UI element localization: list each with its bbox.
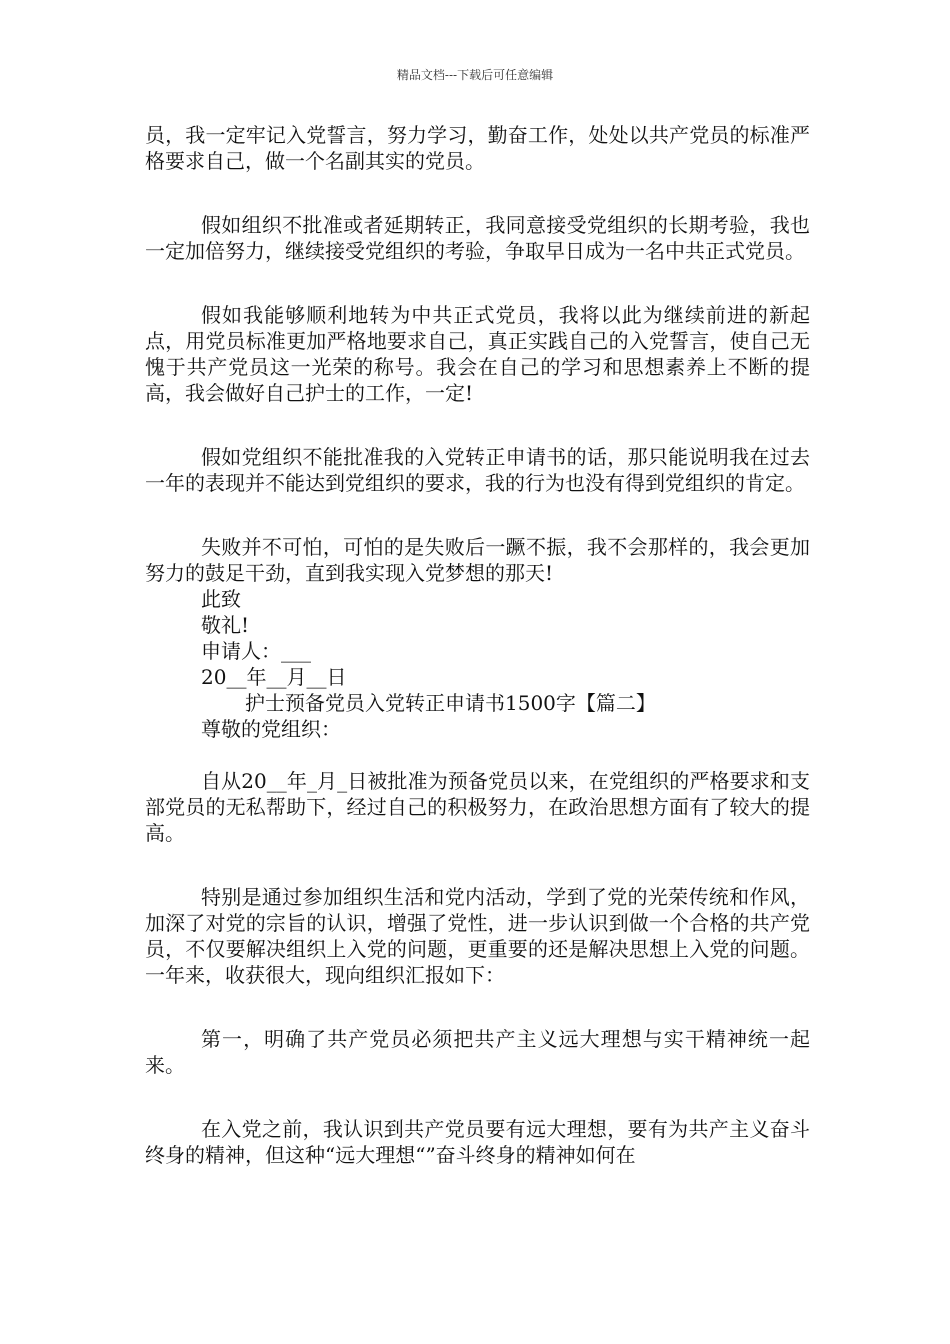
paragraph-1: 员，我一定牢记入党誓言，努力学习，勤奋工作，处处以共产党员的标准严格要求自己，做一个名副其实的党员。 [145,123,810,173]
paragraph-5: 失败并不可怕，可怕的是失败后一蹶不振，我不会那样的，我会更加努力的鼓足干劲，直到我实现入党梦想的那天! [145,535,810,585]
paragraph-2: 假如组织不批准或者延期转正，我同意接受党组织的长期考验，我也一定加倍努力，继续接受党组织的考验，争取早日成为一名中共正式党员。 [145,213,810,263]
date-line: 20__年__月__日 [201,665,347,689]
greeting: 尊敬的党组织： [201,717,341,741]
closing-regards: 敬礼! [201,613,250,637]
paragraph-3: 假如我能够顺利地转为中共正式党员，我将以此为继续前进的新起点，用党员标准更加严格地要求自己，真正实践自己的入党誓言，使自己无愧于共产党员这一光荣的称号。我会在自己的学习和思想素养上不断的提高，我会做好自己护士的工作，一定! [145,303,810,405]
paragraph-6: 自从20__年_月_日被批准为预备党员以来，在党组织的严格要求和支部党员的无私帮助下，经过自己的积极努力，在政治思想方面有了较大的提高。 [145,769,810,845]
paragraph-4: 假如党组织不能批准我的入党转正申请书的话，那只能说明我在过去一年的表现并不能达到党组织的要求，我的行为也没有得到党组织的肯定。 [145,445,810,495]
paragraph-7: 特别是通过参加组织生活和党内活动，学到了党的光荣传统和作风，加深了对党的宗旨的认识，增强了党性，进一步认识到做一个合格的共产党员，不仅要解决组织上入党的问题，更重要的还是解决思想上入党的问题。一年来，收获很大，现向组织汇报如下： [145,885,810,987]
page-header: 精品文档---下载后可任意编辑 [396,68,554,82]
paragraph-9: 在入党之前，我认识到共产党员要有远大理想，要有为共产主义奋斗终身的精神，但这种“远大理想“”奋斗终身的精神如何在 [145,1117,810,1167]
section-title: 护士预备党员入党转正申请书1500字【篇二】 [245,691,656,715]
paragraph-8: 第一，明确了共产党员必须把共产主义远大理想与实干精神统一起来。 [145,1027,810,1077]
document-body [145,122,810,1168]
applicant-line: 申请人：___ [201,639,311,663]
closing-salutation: 此致 [201,587,241,611]
